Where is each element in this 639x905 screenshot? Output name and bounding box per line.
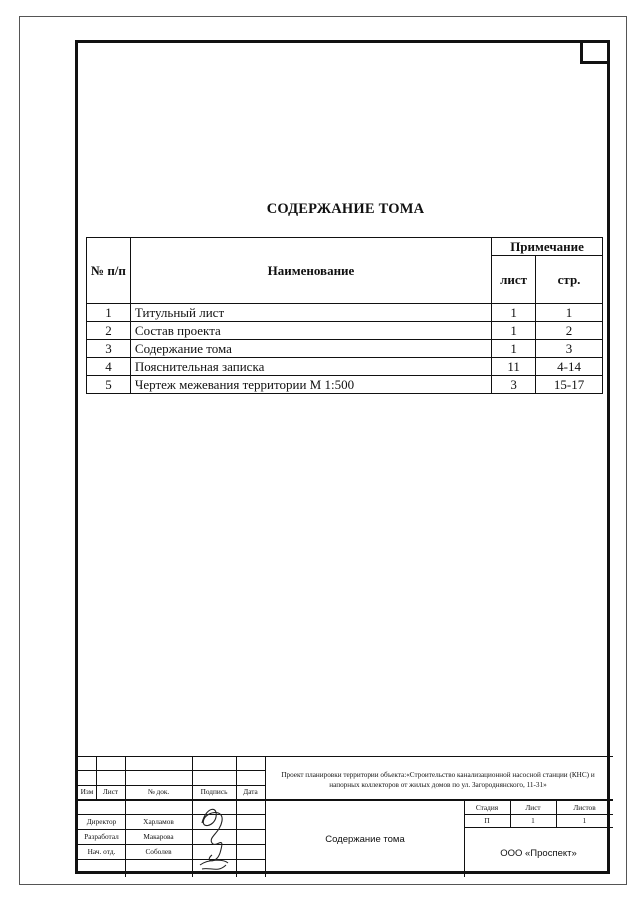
col-izm-label: Изм	[80, 787, 94, 796]
role-head: Нач. отд.	[87, 847, 116, 856]
row-sheet: 1	[492, 340, 536, 358]
row-num: 3	[87, 340, 131, 358]
row-sheet: 3	[492, 376, 536, 394]
col-list-label: Лист	[102, 787, 119, 796]
row-sheet: 11	[492, 358, 536, 376]
col-doc-label: № док.	[147, 787, 170, 796]
row-name: Титульный лист	[130, 304, 491, 322]
table-row	[87, 304, 603, 322]
row-num: 2	[87, 322, 131, 340]
header-sheet: лист	[492, 256, 536, 304]
row-name: Пояснительная записка	[130, 358, 491, 376]
role-director: Директор	[86, 817, 117, 826]
organization-name: ООО «Проспект»	[500, 848, 577, 859]
header-num: № п/п	[87, 238, 131, 304]
drawing-frame	[75, 40, 610, 874]
table-row	[87, 322, 603, 340]
title-block	[78, 756, 613, 877]
row-page: 4-14	[536, 358, 603, 376]
row-page: 15-17	[536, 376, 603, 394]
table-row	[87, 358, 603, 376]
table-row	[87, 376, 603, 394]
header-note: Примечание	[492, 238, 603, 256]
signature-graphic	[194, 803, 234, 877]
row-name: Состав проекта	[130, 322, 491, 340]
row-sheet: 1	[492, 304, 536, 322]
lists-label: Листов	[573, 803, 596, 812]
row-name: Чертеж межевания территории М 1:500	[130, 376, 491, 394]
page-number-box	[580, 40, 610, 64]
name-director: Харламов	[143, 817, 174, 826]
stage-value: П	[484, 816, 490, 825]
project-description: Проект планировки территории объекта:«Строительство канализационной насосной станции (КНС) и напорных коллекторов от жилых домов по ул. Загороднянского, 11-31»	[281, 771, 595, 789]
list-label: Лист	[525, 803, 541, 812]
row-num: 5	[87, 376, 131, 394]
row-page: 2	[536, 322, 603, 340]
col-date-label: Дата	[243, 787, 258, 796]
stage-label: Стадия	[475, 803, 499, 812]
row-num: 1	[87, 304, 131, 322]
header-name: Наименование	[130, 238, 491, 304]
sheet-name: Содержание тома	[325, 834, 405, 845]
col-sign-label: Подпись	[200, 787, 228, 796]
row-sheet: 1	[492, 322, 536, 340]
row-num: 4	[87, 358, 131, 376]
row-name: Содержание тома	[130, 340, 491, 358]
document-title: СОДЕРЖАНИЕ ТОМА	[266, 201, 425, 217]
list-value: 1	[531, 816, 535, 825]
name-developer: Макарова	[143, 832, 174, 841]
row-page: 3	[536, 340, 603, 358]
row-page: 1	[536, 304, 603, 322]
lists-value: 1	[582, 816, 587, 825]
table-row	[87, 340, 603, 358]
header-page: стр.	[536, 256, 603, 304]
contents-table	[86, 237, 603, 394]
name-head: Соболев	[145, 847, 172, 856]
role-developer: Разработал	[84, 832, 119, 841]
